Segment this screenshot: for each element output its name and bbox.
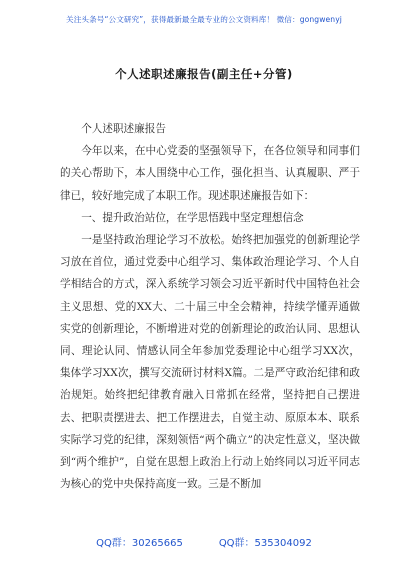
- header-banner: 关注头条号“公文研究”，获得最新最全最专业的公文资料库！ 微信：gongwenyj: [66, 15, 342, 24]
- footer-qq-group-2: QQ群：535304092: [218, 538, 312, 549]
- footer-qq-group-1: QQ群：30265665: [96, 538, 183, 549]
- document-title: 个人述职述廉报告(副主任+分管): [115, 67, 293, 81]
- body-paragraph-main: 一是坚持政治理论学习不放松。始终把加强党的创新理论学习放在首位，通过党委中心组学习、集体政治理论学习、个人自学相结合的方式，深入系统学习领会习近平新时代中国特色社会主义思想、党的XX大、二十届三中全会精神，持续学懂弄通做实党的创新理论，不断增进对党的创新理论的政治认同、思想认同、理论认同、情感认同全年参加党委理论中心组学习XX次，集体学习XX次，撰写交流研讨材料X篇。二是严守政治纪律和政治规矩。始终把纪律教育融入日常抓在经常，坚持把自己摆进去、把职责摆进去、把工作摆进去，自觉主动、原原本本、联系实际学习党的纪律，深刻领悟“两个确立”的决定性意义，坚决做到“两个维护”，自觉在思想上政治上行动上始终同以习近平同志为核心的党中央保持高度一致。三是不断加: [60, 234, 360, 491]
- header-divider: [60, 46, 360, 47]
- document-body: [60, 118, 360, 495]
- footer-qq-groups: [0, 534, 408, 549]
- body-section-heading: 一、提升政治站位，在学思悟践中坚定理想信念: [81, 211, 304, 224]
- body-paragraph-intro: 今年以来，在中心党委的坚强领导下，在各位领导和同事们的关心帮助下，本人围绕中心工作，强化担当、认真履职、严于律已，较好地完成了本职工作。现述职述廉报告如下：: [60, 145, 360, 202]
- body-subtitle: 个人述职述廉报告: [81, 123, 166, 135]
